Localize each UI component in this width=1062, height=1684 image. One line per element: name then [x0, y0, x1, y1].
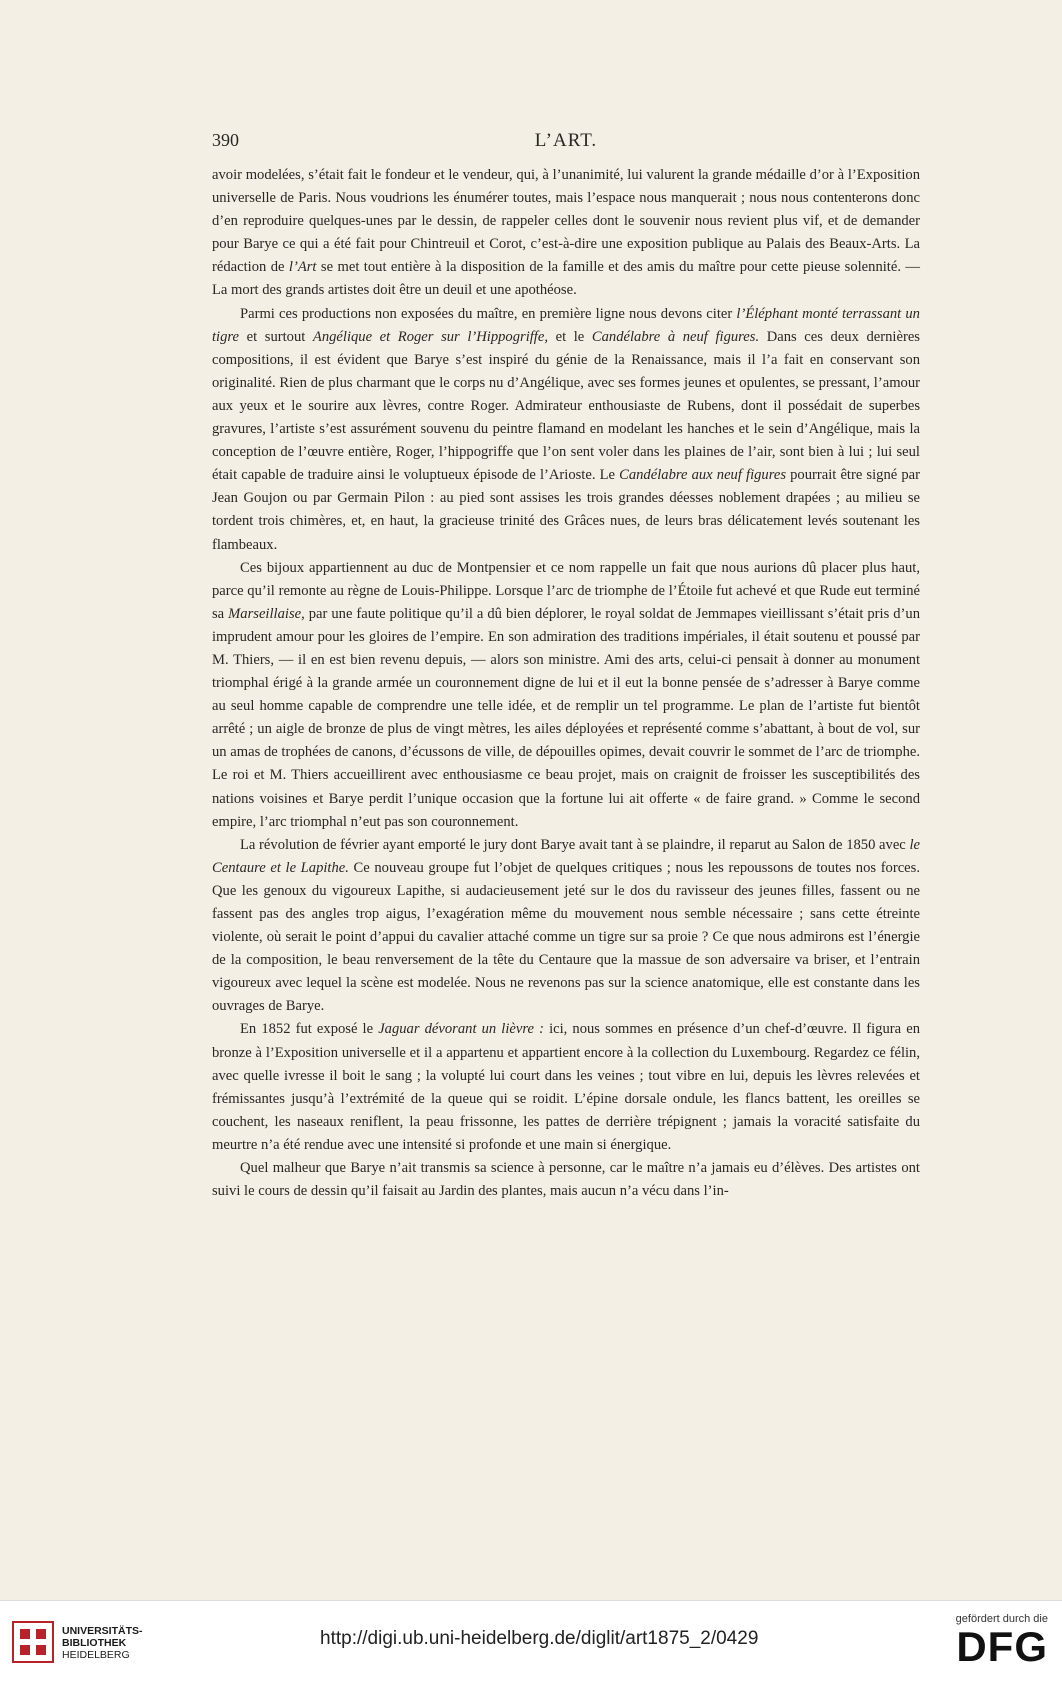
text-run: Ce nouveau groupe fut l’objet de quelques critiques ; nous les repoussons de toutes nos forces. Que les genoux du vigoureux Lapithe, si audacieusement jeté sur le dos du ravisseur des jeunes filles, fassent ou ne fassent pas des angles trop aigus, l’exagération même du mouvement nous semble nécessaire ; sans cette étreinte violente, où serait le point d’appui du cavalier attaché comme un tigre sur sa proie ? Ce que nous admirons est l’énergie de la composition, le beau renversement de la tête du Centaure que la massue de son adversaire va briser, et l’entrain vigoureux avec lequel la scène est modelée. Nous ne revenons pas sur la science anatomique, elle est constante dans les ouvrages de Barye.: [212, 859, 920, 1015]
text-run: et le: [548, 328, 592, 345]
paragraph: [212, 1157, 920, 1203]
dfg-funding-logo: [928, 1613, 1048, 1675]
text-run: Dans ces deux dernières compositions, il est évident que Barye s’est inspiré du génie de la Renaissance, mais il l’a fait en conservant son originalité. Rien de plus charmant que le corps nu d’Angélique, avec ses formes jeunes et opulentes, se pressant, l’amour aux yeux et le sourire aux lèvres, contre Roger. Admirateur enthousiaste de Rubens, dont il possédait de superbes gravures, l’artiste s’est assurément souvenu du peintre flamand en modelant les hanches et le sein d’Angélique, mais la conception de l’œuvre entière, Roger, l’hippogriffe que l’on sent voler dans les plaines de l’air, sont bien à lui ; lui seul était capable de traduire ainsi le voluptueux épisode de l’Arioste. Le: [212, 328, 920, 484]
italic-title: l’Éléphant monté terrassant un tigre: [212, 305, 920, 345]
digitization-footer: [0, 1600, 1062, 1684]
paragraph: [212, 164, 920, 303]
text-run: pourrait être signé par Jean Goujon ou par Germain Pilon : au pied sont assises les trois grandes déesses noblement drapées ; au milieu se tordent trois chimères, et, en haut, la gracieuse trinité des Grâces nues, de leurs bras délicatement levés soutenant les flambeaux.: [212, 467, 920, 553]
text-run: En 1852 fut exposé le: [240, 1021, 379, 1038]
italic-title: Candélabre à neuf figures.: [591, 328, 760, 345]
text-run: par une faute politique qu’il a dû bien déplorer, le royal soldat de Jemmapes vieillissant s’était pris d’un imprudent amour pour les gloires de l’empire. En son admiration des traditions impériales, il était soutenu et poussé par M. Thiers, — il en est bien revenu depuis, — alors son ministre. Ami des arts, celui-ci pensait à donner au monument triomphal érigé à la grande armée un couronnement digne de lui et il eut la bonne pensée de s’adresser à Barye comme au seul homme capable de comprendre une telle idée, et de remplir un tel programme. Le plan de l’artiste fut bientôt arrêté ; un aigle de bronze de plus de vingt mètres, les ailes déployées et représenté comme s’abattant, à bout de vol, sur un amas de trophées de canons, d’écussons de ville, de dépouilles opimes, devait couvrir le sommet de l’arc de triomphe. Le roi et M. Thiers accueillirent avec enthousiasme ce beau projet, mais on craignit de froisser les susceptibilités des nations voisines et Barye perdit l’unique occasion que la fortune lui ait offerte « de faire grand. » Comme le second empire, l’arc triomphal n’eut pas son couronnement.: [212, 605, 920, 830]
paragraph: [212, 557, 920, 834]
text-run: ici, nous sommes en présence d’un chef-d’œuvre. Il figura en bronze à l’Exposition universelle et il a appartenu et appartient encore à la collection du Luxembourg. Regardez ce félin, avec quelle ivresse il boit le sang ; la volupté lui court dans les veines ; tout vibre en lui, depuis les lèvres relevées et frémissantes jusqu’à l’extrémité de la queue qui se roidit. L’épine dorsale ondule, les flancs battent, les oreilles se couchent, les naseaux reniflent, la peau frissonne, les pattes de derrière trépignent ; jamais la voracité satisfaite du meurtre n’a été rendue avec une intensité si profonde et une main si énergique.: [212, 1021, 920, 1153]
funder-caption: gefördert durch die: [955, 1613, 1048, 1625]
university-line-1: UNIVERSITÄTS-: [62, 1625, 143, 1637]
italic-title: Candélabre aux neuf figures: [619, 467, 787, 484]
text-run: Parmi ces productions non exposées du maître, en première ligne nous devons citer: [240, 305, 737, 322]
italic-title: Angélique et Roger sur l’Hippogriffe,: [312, 328, 548, 345]
permalink-url[interactable]: http://digi.ub.uni-heidelberg.de/diglit/art1875_2/0429: [320, 1628, 759, 1649]
dfg-logo-text: DFG: [956, 1623, 1048, 1670]
paragraph: [212, 303, 920, 557]
text-run: et surtout: [239, 328, 313, 345]
paragraph: [212, 1018, 920, 1157]
running-title: L’ART.: [534, 130, 598, 151]
text-run: Quel malheur que Barye n’ait transmis sa science à personne, car le maître n’a jamais eu d’élèves. Des artistes ont suivi le cours de dessin qu’il faisait au Jardin des plantes, mais aucun n’a vécu dans l’in-: [212, 1160, 920, 1200]
paragraph: [212, 834, 920, 1019]
university-seal-icon: [12, 1621, 54, 1663]
text-run: avoir modelées, s’était fait le fondeur et le vendeur, qui, à l’unanimité, lui valurent la grande médaille d’or à l’Exposition universelle de Paris. Nous voudrions les énumérer toutes, mais l’espace nous manquerait ; nous nous contenterons donc d’en reproduire quelques-unes par le dessin, de rappeler celles dont le souvenir nous revient plus vif, et de demander pour Barye ce qui a été fait pour Chintreuil et Corot, c’est-à-dire une exposition publique au Palais des Beaux-Arts. La rédaction de: [212, 167, 920, 276]
university-library-logo: [12, 1619, 192, 1667]
university-line-2: BIBLIOTHEK: [62, 1637, 127, 1649]
italic-title: Jaguar dévorant un lièvre :: [378, 1021, 544, 1038]
text-run: se met tout entière à la disposition de la famille et des amis du maître pour cette pieuse solennité. — La mort des grands artistes doit être un deuil et une apothéose.: [212, 259, 920, 299]
university-line-3: HEIDELBERG: [62, 1649, 130, 1661]
page-number: 390: [212, 130, 239, 150]
italic-title: l’Art: [288, 259, 317, 276]
article-body: [212, 164, 920, 1203]
italic-title: Marseillaise,: [228, 605, 305, 622]
text-run: La révolution de février ayant emporté le jury dont Barye avait tant à se plaindre, il reparut au Salon de 1850 avec: [240, 836, 910, 853]
italic-title: le Centaure et le Lapithe.: [212, 836, 920, 876]
text-run: Ces bijoux appartiennent au duc de Montpensier et ce nom rappelle un fait que nous aurions dû placer plus haut, parce qu’il remonte au règne de Louis-Philippe. Lorsque l’arc de triomphe de l’Étoile fut achevé et que Rude eut terminé sa: [212, 559, 920, 622]
university-name: [62, 1625, 143, 1661]
page-header: [212, 130, 920, 152]
